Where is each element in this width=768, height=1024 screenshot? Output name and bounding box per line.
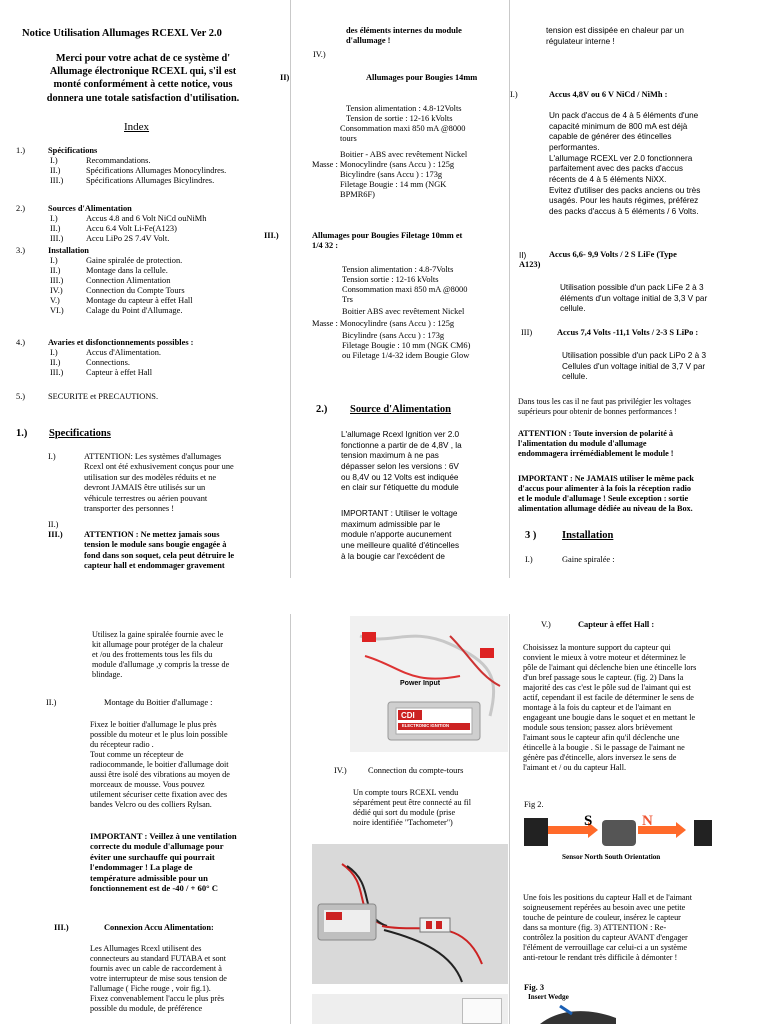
index-item: Accus 4.8 and 6 Volt NiCd ouNiMh xyxy=(86,214,207,223)
lipo-paragraph: Utilisation possible d'un pack LiPo 2 à 3 Cellules d'un voltage initial de 3,7 V par cellule. xyxy=(562,351,707,382)
item-number: II.) xyxy=(46,698,57,707)
index-item: Accu LiPo 2S 7.4V Volt. xyxy=(86,234,170,243)
power-input-label: Power Input xyxy=(400,680,441,687)
battery-pack xyxy=(462,998,502,1024)
index-section-head: Installation xyxy=(48,246,89,255)
subsection-heading: Connexion Accu Alimentation: xyxy=(104,923,214,932)
subsection-heading: Capteur à effet Hall : xyxy=(578,620,655,629)
item-number: II) xyxy=(519,251,527,260)
index-item: Spécifications Allumages Monocylindres. xyxy=(86,166,227,175)
index-section-head: SECURITE et PRECAUTIONS. xyxy=(48,392,159,401)
subsection-heading: Connection du compte-tours xyxy=(368,766,464,775)
sensor-magnet-illustration xyxy=(524,812,720,852)
locking-paragraph: Une fois les positions du capteur Hall et de l'aimant soigneusement repérées au besoin avec une petite touche de peinture de couleur, insérez le capteur dans sa monture (fig. 3) ATTENTION : Re- contrôlez la position du capteur AVANT d'engager l'élément de verrouillage car celui-ci a un système anti-retour le rendant très difficile à démonter ! xyxy=(523,893,693,962)
section-heading: Source d'Alimentation xyxy=(350,404,452,415)
continued-text: des éléments internes du module d'allumage ! xyxy=(346,26,462,46)
item-number: IV.) xyxy=(334,766,347,775)
item-number: III.) xyxy=(48,530,63,539)
battery-connection-paragraph: Les Allumages Rcexl utilisent des connecteurs au standard FUTABA et sont fournis avec un cable de raccordement à votre interrupteur de mise sous tension de l'allumage ( Fiche rouge , voir fig.1). Fixez convenablement l'accu le plus près possible du module, de préférence xyxy=(90,944,227,1013)
tachometer-illustration xyxy=(312,844,508,984)
subsection-heading: Allumages pour Bougies 14mm xyxy=(366,73,478,82)
subsection-heading: Montage du Boitier d'allumage : xyxy=(104,698,213,707)
figure-caption: Sensor North South Orientation xyxy=(562,853,661,861)
column-divider xyxy=(290,0,291,578)
figure-label: Fig 2. xyxy=(524,800,544,809)
index-item: Montage du capteur à effet Hall xyxy=(86,296,193,305)
index-section-num: 3.) xyxy=(16,246,26,255)
index-section-num: 2.) xyxy=(16,204,26,213)
tachometer-photo xyxy=(312,844,508,984)
battery-photo xyxy=(312,994,508,1024)
figure-caption: Insert Wedge xyxy=(528,993,569,1001)
tachometer-paragraph: Un compte tours RCEXL vendu séparément peut être connecté au fil dédié qui sort du module (prise noire identifiée "Tachometer") xyxy=(353,788,471,827)
figure-label: Fig. 3 xyxy=(524,983,545,992)
index-item: Gaine spiralée de protection. xyxy=(86,256,183,265)
index-section-num: 4.) xyxy=(16,338,26,347)
index-section-head: Spécifications xyxy=(48,146,98,155)
voltage-paragraph: L'allumage Rcexl Ignition ver 2.0 fonctionne a partir de de 4,8V , la tension maximum à ne pas dépasser selon les versions : 6V ou 8,4V ou 12 Volts est indiquée en clair sur l'étiquette du module xyxy=(341,430,462,493)
item-number: I.) xyxy=(510,90,518,99)
index-section-head: Sources d'Alimentation xyxy=(48,204,132,213)
separate-pack-warning: IMPORTANT : Ne JAMAIS utiliser le même pack d'accus pour alimenter à la fois la réception radio et le module d'allumage ! Seule exception : sortie alimentation allumage dédiée au niveau de la Box. xyxy=(518,474,694,513)
section-number: 1.) xyxy=(16,428,28,439)
item-number: II) xyxy=(280,73,290,82)
item-number: III.) xyxy=(264,231,279,240)
item-number: V.) xyxy=(541,620,551,629)
index-item: Connections. xyxy=(86,358,130,367)
column-divider xyxy=(509,614,510,1024)
item-number: II.) xyxy=(48,520,59,529)
index-item: Accus d'Alimentation. xyxy=(86,348,162,357)
ventilation-warning: IMPORTANT : Veillez à une ventilation correcte du module d'allumage pour éviter une surchauffe qui pourrait l'endommager ! La plage de température admissible pour un fonctionnement est de -40 / + 60° C xyxy=(90,831,237,894)
important-paragraph: IMPORTANT : Utiliser le voltage maximum admissible par le module n'apporte aucunement une meilleure qualité d'étincelles à la bougie car l'excédent de xyxy=(341,509,460,561)
item-title: Gaine spiralée : xyxy=(562,555,615,564)
subsection-heading: Accus 4,8V ou 6 V NiCd / NiMh : xyxy=(549,90,668,99)
document-title: Notice Utilisation Allumages RCEXL Ver 2.0 xyxy=(22,28,222,39)
subsection-heading: Accus 7,4 Volts -11,1 Volts / 2-3 S LiPo : xyxy=(557,328,699,337)
index-item: Spécifications Allumages Bicylindres. xyxy=(86,176,215,185)
polarity-warning: ATTENTION : Toute inversion de polarité à l'alimentation du module d'allumage endommagera irrémédiablement le module ! xyxy=(518,429,674,458)
item-number: III) xyxy=(521,328,533,337)
attention-paragraph: ATTENTION: Les systèmes d'allumages Rcexl ont été exhusivement conçus pour une utilisation sur des modèles réduits et ne devront JAMAIS être utilisés sur un véhicule terrestres ou aérien pouvant transporter des personnes ! xyxy=(84,452,234,514)
north-pole-label: N xyxy=(642,813,653,829)
subsection-heading: Allumages pour Bougies Filetage 10mm et 1/4 32 : xyxy=(312,231,463,251)
insert-wedge-photo xyxy=(520,1004,620,1024)
continued-text: tension est dissipée en chaleur par un régulateur interne ! xyxy=(546,26,684,46)
subsection-heading: Accus 6,6- 9,9 Volts / 2 S LiFe (Type A123) xyxy=(519,250,677,270)
index-section-num: 1.) xyxy=(16,146,26,155)
item-number: IV.) xyxy=(313,50,326,59)
column-divider xyxy=(509,0,510,578)
index-item: Connection Alimentation xyxy=(86,276,171,285)
index-section-num: 5.) xyxy=(16,392,26,401)
note-paragraph: Dans tous les cas il ne faut pas privilégier les voltages supérieurs pour obtenir de bonnes performances ! xyxy=(518,397,691,416)
index-item: Calage du Point d'Allumage. xyxy=(86,306,183,315)
index-item: Montage dans la cellule. xyxy=(86,266,168,275)
spiral-sleeve-paragraph: Utilisez la gaine spiralée fournie avec le kit allumage pour protéger de la chaleur et /ou des frottements tous les fils du module d'allumage ,y compris la tresse de blindage. xyxy=(92,630,230,679)
index-item: Recommandations. xyxy=(86,156,151,165)
section-number: 3 ) xyxy=(525,530,537,541)
cdi-module-photo xyxy=(350,616,508,752)
section-heading: Installation xyxy=(562,530,614,541)
warning-paragraph: ATTENTION : Ne mettez jamais sous tension le module sans bougie engagée à fond dans son soquet, cela peut détruire le capteur hall et endommager gravement xyxy=(84,530,235,571)
sensor-orientation-figure xyxy=(524,812,720,852)
wedge-illustration xyxy=(520,1004,620,1024)
section-heading: Specifications xyxy=(49,428,111,439)
item-number: I.) xyxy=(48,452,56,461)
life-paragraph: Utilisation possible d'un pack LiFe 2 à 3 éléments d'un voltage initial de 3,3 V par cellule. xyxy=(560,283,708,314)
index-item: Capteur à effet Hall xyxy=(86,368,153,377)
page-gap xyxy=(0,578,768,614)
mounting-paragraph: Fixez le boitier d'allumage le plus près possible du moteur et le plus loin possible du récepteur radio . Tout comme un récepteur de radiocommande, le boitier d'allumage doit aussi être isolé des vibrations au moyen de morceaux de mousse. Vous pouvez utilement sécuriser cette fixation avec des bandes Velcro ou des colliers Rylsan. xyxy=(90,720,230,809)
south-pole-label: S xyxy=(584,813,593,829)
thanks-paragraph: Merci pour votre achat de ce système d' Allumage électronique RCEXL qui, s'il est monté conformément à cette notice, vous donnera une totale satisfaction d'utilisation. xyxy=(46,53,240,104)
item-number: III.) xyxy=(54,923,69,932)
hall-sensor-paragraph: Choisissez la monture support du capteur qui convient le mieux à votre moteur et déterminez le pôle de l'aimant qui déclenche bien une étincelle lors d'un bref passage sous le capteur. (fig. 2) Dans la majorité des cas c'est le pôle sud de l'aimant qui est actif, cependant il est facile de déterminer le sens de montage à la fois du capteur et de l'aimant en engageant une bougie dans le soquet et en mettant le module sous tension; passez alors brièvement l'aimant sous le capteur afin qu'il déclenche une étincelle à la bougie . Si le passage de l'aimant ne génère pas d'étincelle, alors inversez le sens de l'aimant et / ou du capteur Hall. xyxy=(523,643,697,772)
index-heading: Index xyxy=(124,121,150,133)
section-number: 2.) xyxy=(316,404,328,415)
ignition-label: ELECTRONIC IGNITION xyxy=(402,723,449,728)
index-item: Accu 6.4 Volt Li-Fe(A123) xyxy=(86,224,177,233)
column-divider xyxy=(290,614,291,1024)
cdi-label: CDI xyxy=(401,711,415,720)
item-number: I.) xyxy=(525,555,533,564)
index-section-head: Avaries et disfonctionnements possibles : xyxy=(48,338,194,347)
index-item: Connection du Compte Tours xyxy=(86,286,185,295)
nicd-paragraph: Un pack d'accus de 4 à 5 éléments d'une capacité minimum de 800 mA est déjà capable de générer des étincelles performantes. L'allumage RCEXL ver 2.0 fonctionnera parfaitement avec des packs d'accus récents de 4 à 5 éléments NiXX. Evitez d'utiliser des packs anciens ou très usagés. Pour les hauts régimes, préférez des packs d'accus à 5 éléments / 6 Volts. xyxy=(549,111,701,216)
